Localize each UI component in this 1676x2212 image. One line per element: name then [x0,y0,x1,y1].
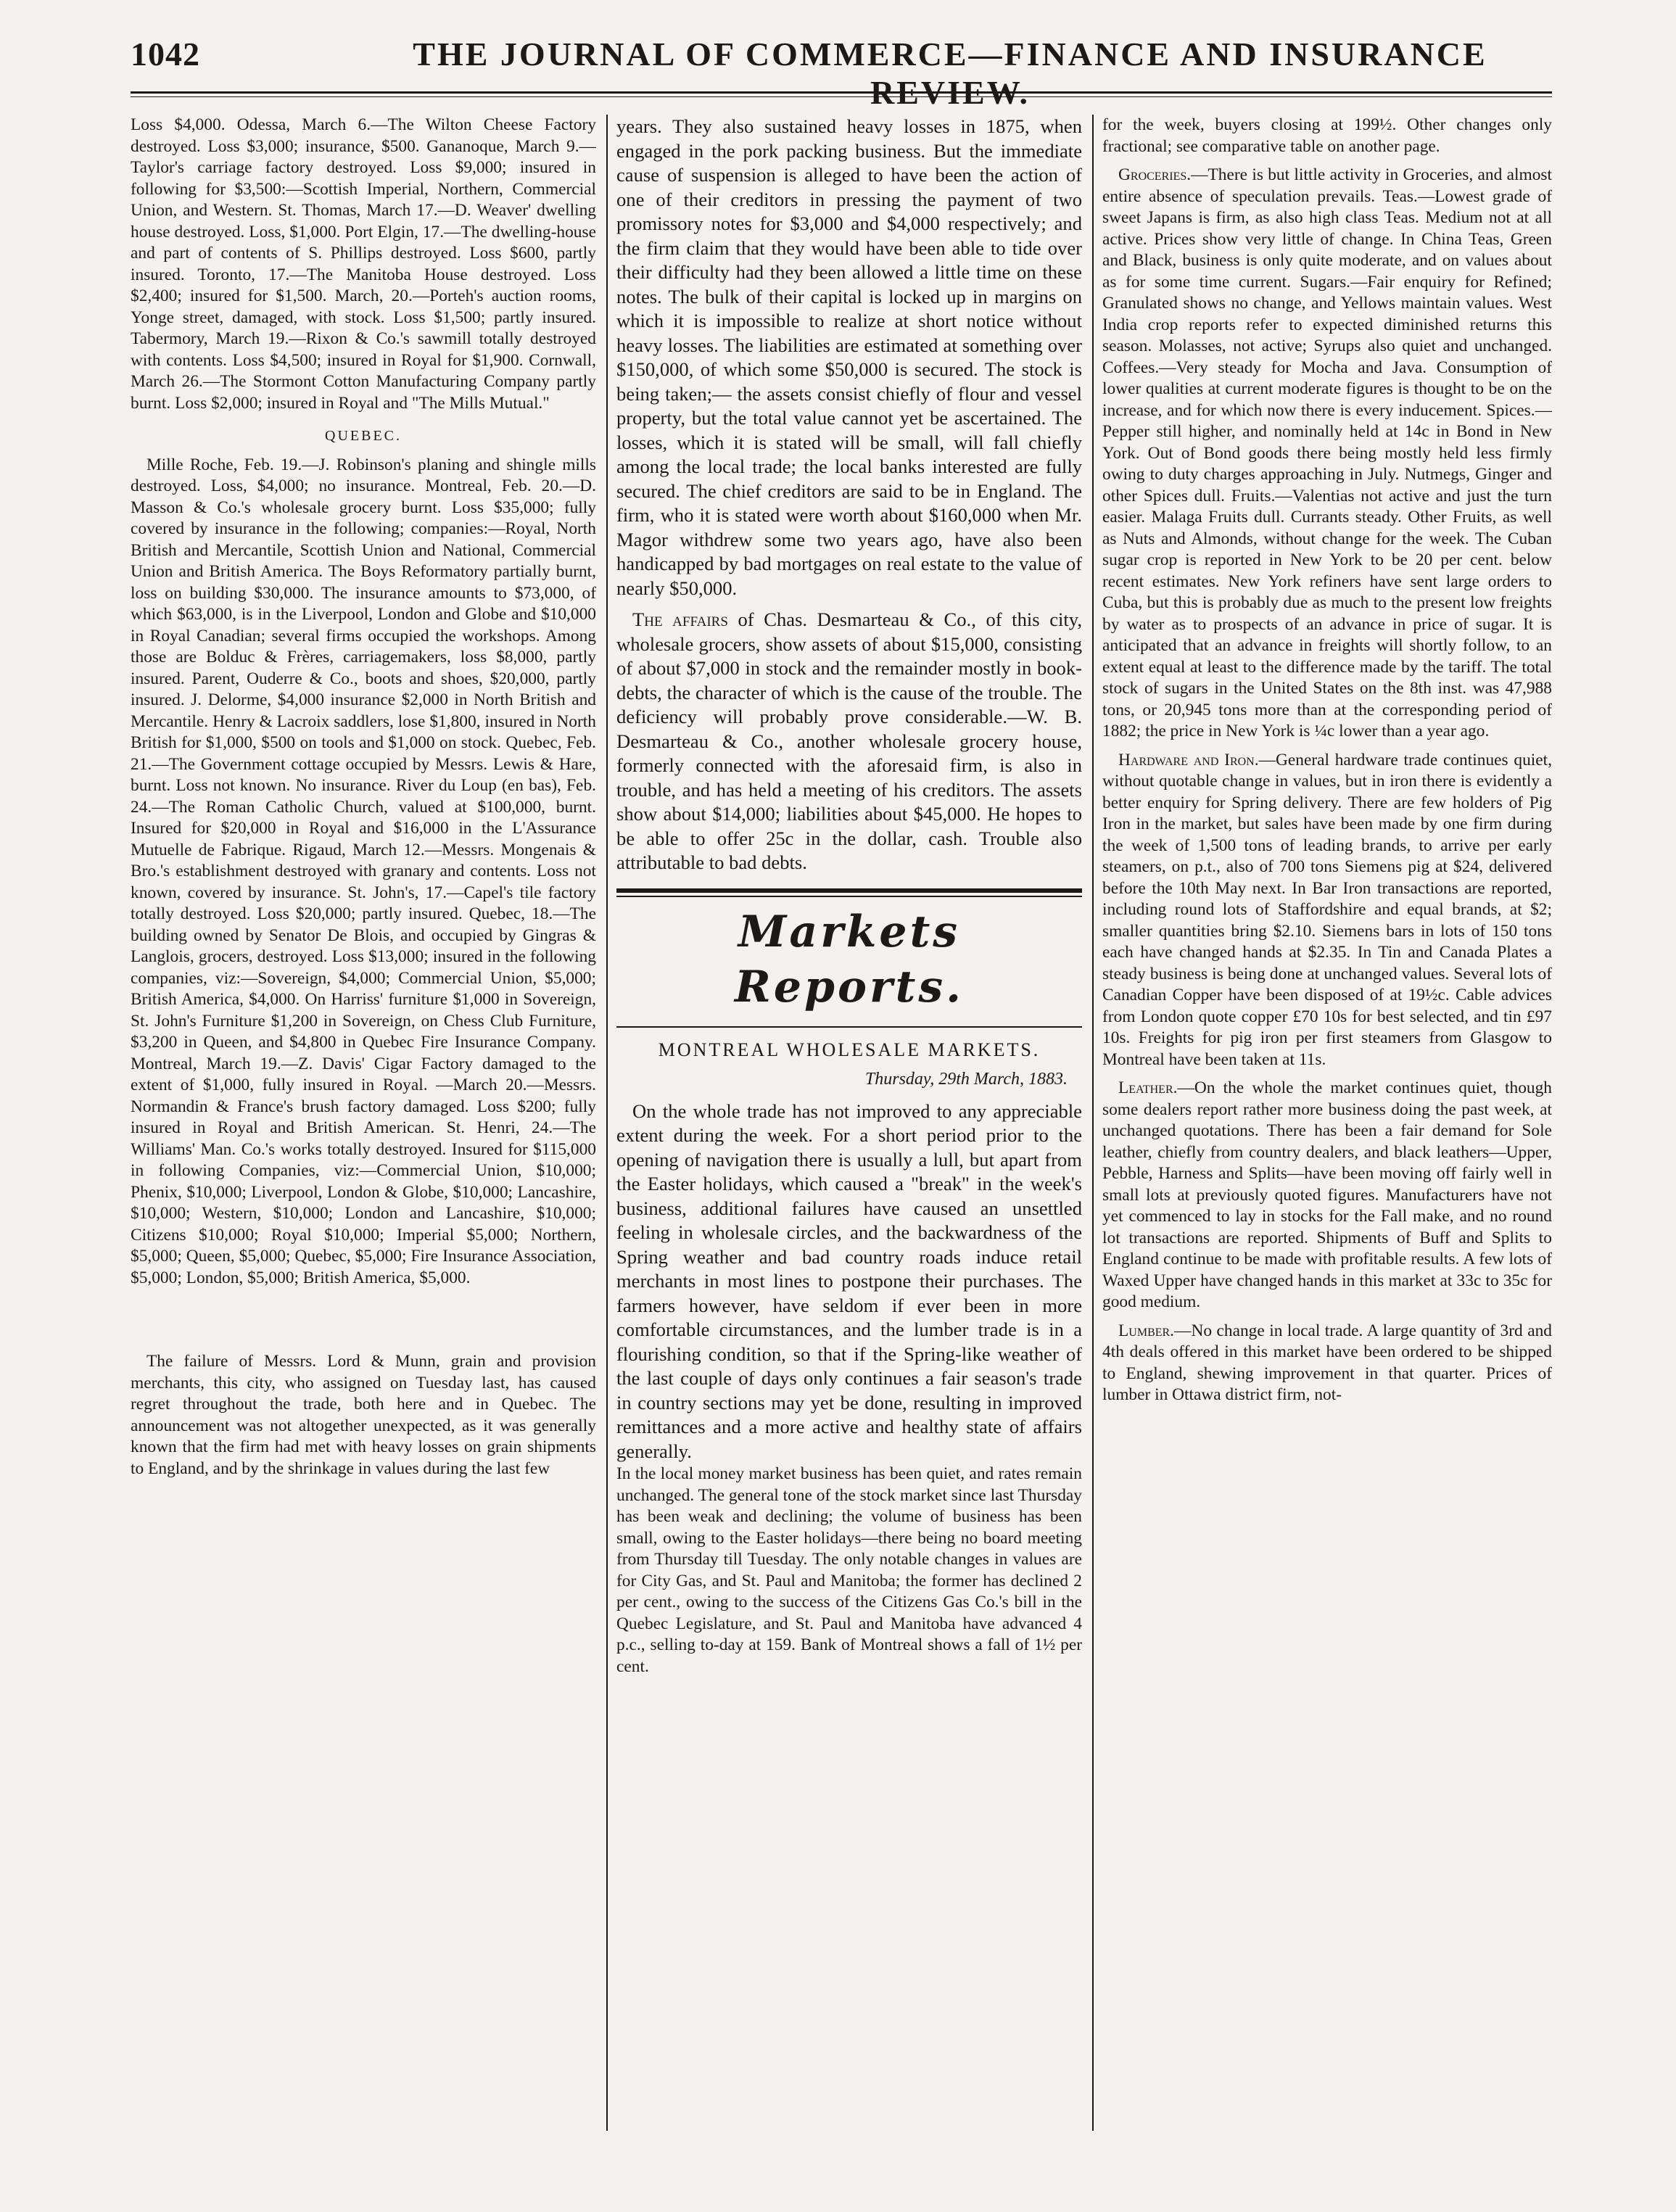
paragraph-lead: Groceries. [1118,165,1192,184]
paragraph-hardware [1102,750,1552,1071]
paragraph-lumber [1102,1321,1552,1406]
column-1 [131,115,596,2182]
section-heading-quebec: QUEBEC. [325,428,402,444]
section-rule-thin [616,1026,1082,1028]
paragraph: Loss $4,000. Odessa, March 6.—The Wilton Cheese Factory destroyed. Loss $3,000; insurance, $500. Gananoque, March 9.—Taylor's carriage factory destroyed. Loss $9,000; insured in following for $3,500:—Scottish Imperial, Northern, Commercial Union, and Western. St. Thomas, March 17.—D. Weaver' dwelling house destroyed. Loss, $1,000. Port Elgin, 17.—The dwelling-house and part of contents of S. Phillips destroyed. Loss $600, partly insured. Toronto, 17.—The Manitoba House destroyed. Loss $2,400; insured for $1,500. March, 20.—Porteh's auction rooms, Yonge street, damaged, with stock. Loss $1,500; partly insured. Tabermory, March 19.—Rixon & Co.'s sawmill totally destroyed with contents. Loss $4,500; insured in Royal for $1,900. Cornwall, March 26.—The Stormont Cotton Manufacturing Company partly burnt. Loss $2,000; insured in Royal and "The Mills Mutual." [131,115,596,413]
paragraph-lead: The affairs [632,608,728,630]
paragraph: In the local money market business has been quiet, and rates remain unchanged. The general tone of the stock market since last Thursday has been weak and declining; the volume of business has been small, owing to the Easter holidays—there being no board meeting from Thursday till Tuesday. The only notable changes in values are for City Gas, and St. Paul and Manitoba; the former has declined 2 per cent., owing to the success of the Citizens Gas Co.'s bill in the Quebec Legislature, and St. Paul and Manitoba have advanced 4 p.c., selling to-day at 159. Bank of Montreal shows a fall of 1½ per cent. [616,1464,1082,1676]
markets-reports-title: Markets Reports. [734,906,964,1012]
column-rule [1092,115,1094,2131]
paragraph-lead: Lumber. [1118,1321,1175,1340]
paragraph: for the week, buyers closing at 199½. Other changes only fractional; see comparative table on another page. [1102,115,1552,156]
paragraph-groceries [1102,165,1552,743]
paragraph-lead: Hardware and Iron. [1118,750,1259,769]
header-rule [131,91,1552,94]
header-rule-thin [131,96,1552,97]
paragraph: On the whole trade has not improved to any appreciable extent during the week. For a short period prior to the opening of navigation there is usually a lull, but apart from the Easter holidays, which caused a "break" in the week's business, additional failures have caused an unsettled feeling in wholesale circles, and the backwardness of the Spring weather and bad country roads induce retail merchants in most lines to postpone their purchases. The farmers however, have seldom if ever been in more comfortable circumstances, and the lumber trade is in a flourishing condition, so that if the Spring-like weather of the last couple of days only continues a fair season's trade in country sections may yet be done, resulting in improved remittances and a more active and healthy state of affairs generally. [616,1099,1082,1462]
paragraph: Mille Roche, Feb. 19.—J. Robinson's planing and shingle mills destroyed. Loss, $4,000; no insurance. Montreal, Feb. 20.—D. Masson & Co.'s wholesale grocery burnt. Loss $35,000; fully covered by insurance in the following; companies:—Royal, North British and Mercantile, Scottish Union and National, Commercial Union and British America. The Boys Reformatory partially burnt, loss on building $30,000. The insurance amounts to $73,000, of which $63,000, is in the Liverpool, London and Globe and $10,000 in Royal Canadian; several firms occupied the workshops. Among those are Bolduc & Frères, carriagemakers, loss $8,000, partly insured. Parent, Ouderre & Co., boots and shoes, $20,000, partly insured. J. Delorme, $4,000 insurance $2,000 in North British and Mercantile. Henry & Lacroix saddlers, lose $1,800, insured in North British for $1,000, $500 on tools and $1,000 on stock. Quebec, Feb. 21.—The Government cottage occupied by Messrs. Lewis & Hare, burnt. Loss not known. No insurance. River du Loup (en bas), Feb. 24.—The Roman Catholic Church, valued at $100,000, burnt. Insured for $20,000 in Royal and $16,000 in the L'Assurance Mutuelle de Fabrique. Rigaud, March 12.—Messrs. Mongenais & Bro.'s establishment destroyed with granary and contents. Loss not known, covered by insurance. St. John's, 17.—Capel's tile factory totally destroyed. Loss $20,000; partly insured. Quebec, 18.—The building owned by Senator De Blois, and occupied by Gingras & Langlois, grocers, destroyed. Loss $13,000; insured in the following companies, viz:—Sovereign, $4,000; Commercial Union, $5,000; British America, $4,000. On Harriss' furniture $1,000 in Sovereign, St. John's Furniture $1,200 in Sovereign, on Chess Club Furniture, $3,200 in Queen, and $4,800 in Quebec Fire Insurance Company. Montreal, March 19.—Z. Davis' Cigar Factory damaged to the extent of $1,000, fully insured in Royal. —March 20.—Messrs. Normandin & France's brush factory damaged. Loss $200; fully insured in Royal and British American. St. Henri, 24.—The Williams' Man. Co.'s works totally destroyed. Insured for $115,000 in following Companies, viz:—Commercial Union, $10,000; Phenix, $10,000; Liverpool, London & Globe, $10,000; Lancashire, $10,000; Western, $10,000; London and Lancashire, $10,000; Citizens $10,000; Royal $10,000; Imperial $5,000; Northern, $5,000; Queen, $5,000; Quebec, $5,000; Fire Insurance Association, $5,000; London, $5,000; British America, $5,000. [131,455,596,1287]
journal-title: THE JOURNAL OF COMMERCE—FINANCE AND INSURANCE [413,36,1487,73]
markets-date: Thursday, 29th March, 1883. [864,1070,1068,1089]
section-rule [616,888,1082,893]
column-rule [606,115,608,2131]
column-2 [616,115,1082,2182]
paragraph-lead: Leather. [1118,1078,1178,1097]
paragraph-body: —General hardware trade continues quiet, without quotable change in values, but in iron there is evidently a better enquiry for Spring delivery. There are few holders of Pig Iron in the market, but sales have been made by one firm during the week of 1,500 tons of leading brands, to arrive per early steamers, on p.t., also of 700 tons Siemens pig at $24, delivered before the 10th May next. In Bar Iron transactions are reported, including round lots of Staffordshire and equal brands, at $2; smaller quantities bring $2.10. Siemens bars in lots of 150 tons each have changed hands at $2.35. In Tin and Canada Plates a steady business is being done at unchanged values. Several lots of Canadian Copper have been disposed of at 19½c. Cable advices from London quote copper £70 10s for best selected, and tin £97 10s. Freights for pig iron per first steamers from Glasgow to Montreal have been taken at 11s. [1102,750,1552,1069]
paragraph-body: of Chas. Desmarteau & Co., of this city, wholesale grocers, show assets of about $15,000, consisting of about $7,000 in stock and the remainder mostly in book-debts, the character of which is the cause of the trouble. The deficiency will probably prove considerable.—W. B. Desmarteau & Co., another wholesale grocery house, formerly connected with the aforesaid firm, is also in trouble, and has held a meeting of his creditors. The assets show about $14,000; liabilities about $45,000. He hopes to be able to offer 25c in the dollar, cash. Trouble also attributable to bad debts. [616,608,1082,873]
page-number: 1042 [131,36,200,73]
section-rule-thin [616,896,1082,897]
paragraph: The failure of Messrs. Lord & Munn, grain and provision merchants, this city, who assigned on Tuesday last, has caused regret throughout the trade, both here and in Quebec. The announcement was not altogether unexpected, as it was generally known that the firm had met with heavy losses on grain shipments to England, and by the shrinkage in values during the last few [131,1352,596,1478]
page-header [131,35,1552,93]
paragraph: years. They also sustained heavy losses in 1875, when engaged in the pork packing business. But the immediate cause of suspension is alleged to have been the action of one of their creditors in pressing the payment of two promissory notes for $3,000 and $4,000 respectively; and the firm claim that they would have been able to tide over their difficulty had they been allowed a little time on these notes. The bulk of their capital is locked up in margins on which it is impossible to realize at short notice without heavy losses. The liabilities are estimated at something over $150,000, of which some $50,000 is secured. The stock is being taken;— the assets consist chiefly of flour and vessel property, but the total value cannot yet be ascertained. The losses, which it is stated will be small, will fall chiefly among the local trade; the local banks interested are fully secured. The chief creditors are said to be in England. The firm, who it is stated were worth about $160,000 when Mr. Magor withdrew some two years ago, have also been handicapped by bad mortgages on real estate to the value of nearly $50,000. [616,115,1082,599]
column-3 [1102,115,1552,2182]
paragraph [616,608,1082,875]
spacer [131,1289,596,1351]
paragraph-body: —No change in local trade. A large quantity of 3rd and 4th deals offered in this market have been ordered to be shipped to England, shewing improvement in that quarter. Prices of lumber in Ottawa district firm, not- [1102,1321,1552,1404]
paragraph-body: —There is but little activity in Groceries, and almost entire absence of speculation prevails. Teas.—Lowest grade of sweet Japans is firm, as also high class Teas. Medium not at all active. Prices show very little of change. In China Teas, Green and Black, business is only quite moderate, and on values about as for some time current. Sugars.—Fair enquiry for Refined; Granulated shows no change, and Yellows maintain values. West India crop reports refer to expected diminished returns this season. Molasses, not active; Syrups also quiet and unchanged. Coffees.—Very steady for Mocha and Java. Consumption of lower qualities at current moderate figures is thought to be on the increase, and for which now there is every inducement. Spices.—Pepper still higher, and nominally held at 14c in Bond in New York. Out of Bond goods there being mostly held less firmly owing to duty charges approaching in July. Nutmegs, Ginger and other Spices dull. Fruits.—Valentias not active and just the turn easier. Malaga Fruits dull. Currants steady. Other Fruits, as well as Nuts and Almonds, without change for the week. The Cuban sugar crop is reported in New York to be 20 per cent. below recent estimates. New York refiners have sent large orders to Cuba, but this is probably due as much to the present low freights by water as to prospects of an advance in price of sugar. It is anticipated that an advance in freights will shortly follow, to an extent equal at least to the difference made by the tariff. The total stock of sugars in the United States on the 8th inst. was 47,988 tons, or 20,945 tons more than at the corresponding period of 1882; the price in New York is ¼c lower than a year ago. [1102,165,1552,740]
paragraph-body: —On the whole the market continues quiet, though some dealers report rather more business doing the past week, at unchanged quotations. There has been a fair demand for Sole leather, chiefly from country dealers, and black leathers—Upper, Pebble, Harness and Splits—have been moving off fairly well in small lots at previously quoted figures. Manufacturers have not yet commenced to lay in stocks for the Fall make, and no round lot transactions are reported. Shipments of Buff and Splits to England continue to be made with profitable results. A few lots of Waxed Upper have changed hands in this market at 33c to 35c for good medium. [1102,1078,1552,1311]
paragraph-leather [1102,1078,1552,1313]
markets-subtitle: MONTREAL WHOLESALE MARKETS. [658,1039,1041,1060]
